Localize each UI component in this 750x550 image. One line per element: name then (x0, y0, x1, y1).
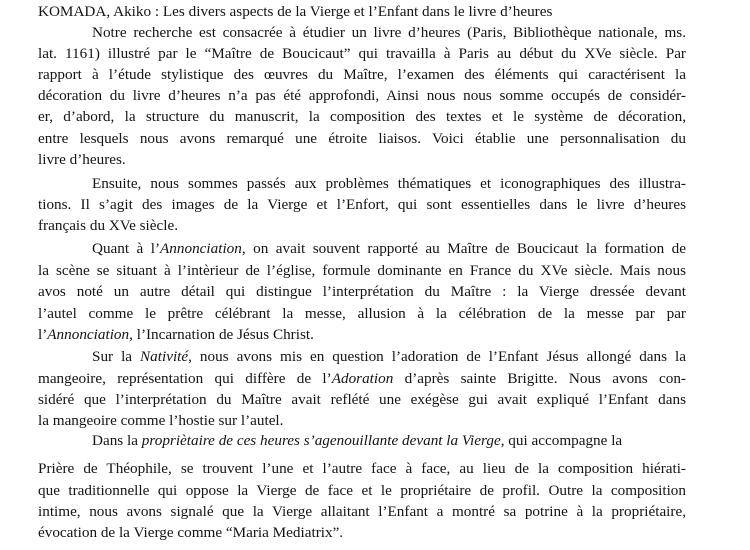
text-run: Sur la (92, 348, 141, 365)
text-run: l’ (38, 326, 48, 343)
text-run: Dans la (92, 432, 142, 449)
paragraph-5-line-2: Prière de Théophile, se trouvent l’une et l’autre face à face, au lieu de la composition hiérati- (38, 460, 686, 477)
paragraph-3-line-1 (92, 239, 686, 259)
paragraph-5-line-3: que traditionnelle qui oppose la Vierge de face et le propriétaire de profil. Outre la composition (38, 482, 686, 499)
italic-term-nativite: Nativité (140, 348, 189, 365)
paragraph-3-line-2: la scène se situant à l’intèrieur de l’église, formule dominante en France du XVe siècle. Mais nous (38, 262, 686, 279)
article-title: Les divers aspects de la Vierge et l’Enfant dans le livre d’heures (162, 3, 553, 20)
paragraph-5-line-4: intime, nous avons signalé que la Vierge allaitant l’Enfant a montré sa potrine à la propriétaire, (38, 503, 686, 520)
italic-term-annonciation: Annonciation (47, 326, 130, 343)
article-heading: KOMADA, Akiko : Les divers aspects de la Vierge et l’Enfant dans le livre d’heures (38, 3, 553, 20)
italic-phrase-proprietaire: propriètaire de ces heures s’agenouillante devant la Vierge (141, 432, 501, 449)
paragraph-5-line-1 (92, 431, 662, 451)
text-run: , on avait souvent rapporté au Maître de Boucicaut la formation de (241, 240, 686, 257)
author-name: KOMADA, Akiko (38, 3, 152, 20)
paragraph-3-line-5 (38, 325, 686, 345)
paragraph-3-line-3: avos noté un autre détail qui distingue l’interprétation du Maître : la Vierge dressée devant (38, 283, 686, 300)
paragraph-2-line-1: Ensuite, nous sommes passés aux problèmes thématiques et iconographiques des illustra- (92, 175, 686, 192)
paragraph-1-line-2: lat. 1161) illustré par le “Maître de Boucicaut” qui travailla à Paris au début du XVe siècle. Par (38, 45, 686, 62)
text-run: d’après sainte Brigitte. Nous avons con- (393, 370, 686, 387)
italic-term-adoration: Adoration (331, 370, 394, 387)
paragraph-5-line-5: évocation de la Vierge comme “Maria Mediatrix”. (38, 524, 344, 541)
paragraph-1-line-1: Notre recherche est consacrée à étudier un livre d’heures (Paris, Bibliothèque nationale, ms. (92, 24, 686, 41)
text-run: , l’Incarnation de Jésus Christ. (129, 326, 314, 343)
paragraph-2-line-2: tions. Il s’agit des images de la Vierge et l’Enfort, qui sont essentielles dans le livre d’heures (38, 196, 686, 213)
text-run: , nous avons mis en question l’adoration de l’Enfant Jésus allongé dans la (188, 348, 686, 365)
paragraph-1-line-5: er, d’abord, la structure du manuscrit, la composition des textes et le système de décoration, (38, 108, 686, 125)
text-run: , qui accompagne la (500, 432, 623, 449)
paragraph-1-line-3: rapport à l’étude stylistique des œuvres du Maître, l’examen des éléments qui caractérisent la (38, 66, 686, 83)
paragraph-2-line-3: français du XVe siècle. (38, 217, 179, 234)
paragraph-4-line-3: sidéré que l’interprétation du Maître avait reflété une exégèse gui avait expliqué l’Enfant dans (38, 391, 686, 408)
text-run: Quant à l’ (92, 240, 161, 257)
text-run: mangeoire, représentation qui diffère de l’ (38, 370, 332, 387)
italic-term-annonciation: Annonciation (160, 240, 242, 257)
paragraph-1-line-7: livre d’heures. (38, 151, 126, 168)
paragraph-4-line-1 (92, 347, 686, 367)
paragraph-4-line-2 (38, 369, 686, 389)
paragraph-4-line-4: la mangeoire comme l’hostie sur l’autel. (38, 412, 284, 429)
paragraph-1-line-4: décoration du livre d’heures n’a pas été approfondi, Ainsi nous nous somme occupés de considér- (38, 87, 686, 104)
paragraph-1-line-6: entre lesquels nous avons remarqué une étroite liaisos. Voici établie une personnalisation du (38, 130, 686, 147)
paragraph-3-line-4: l’autel comme le prêtre célébrant la messe, allusion à la célébration de la messe par par (38, 305, 686, 322)
